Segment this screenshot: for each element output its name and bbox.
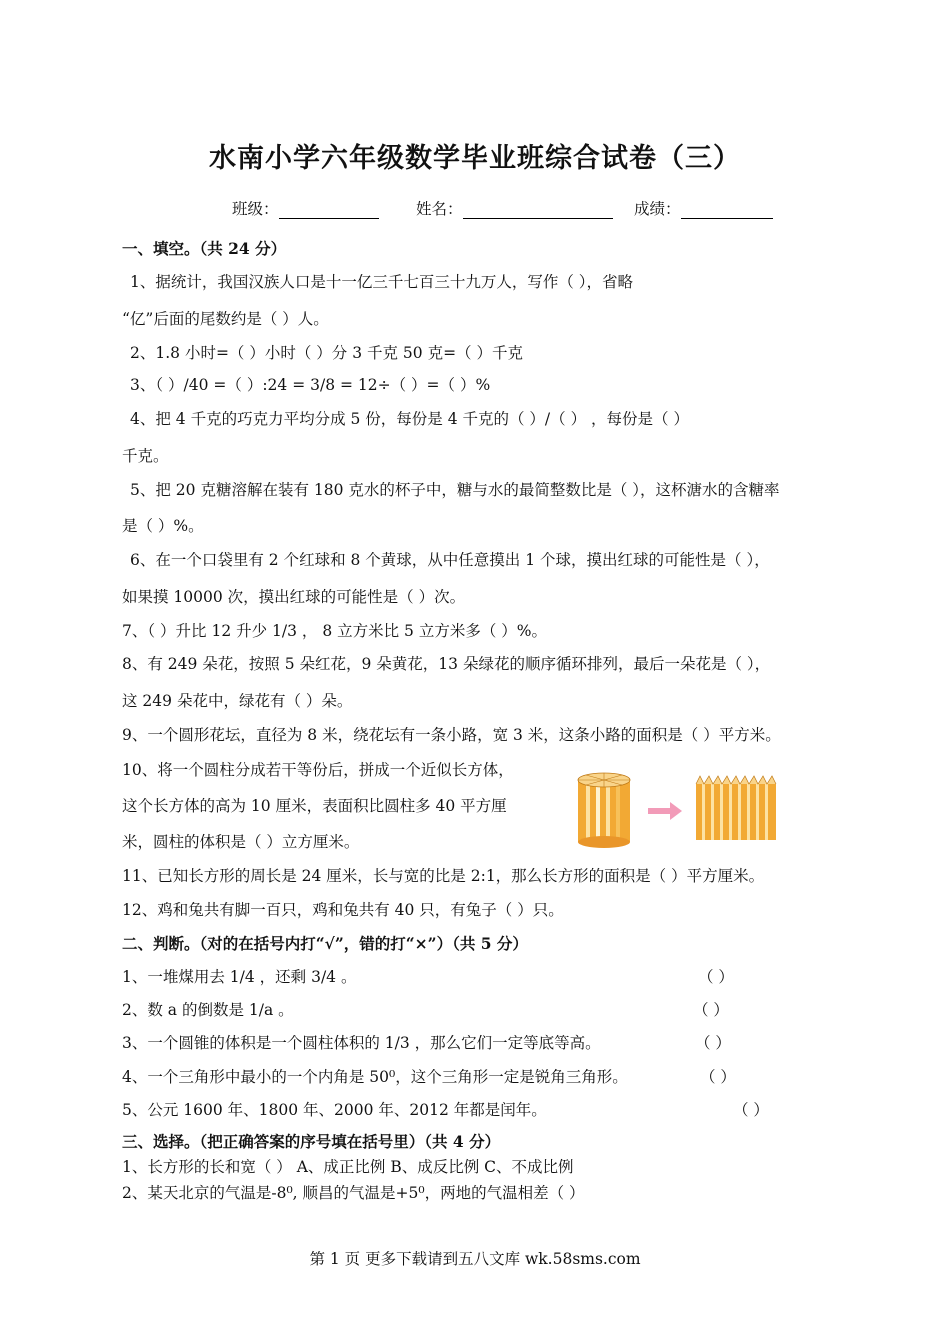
judge-line: 4、一个三角形中最小的一个内角是 50⁰，这个三角形一定是锐角三角形。 [122, 1068, 628, 1086]
question-line: 米，圆柱的体积是（ ）立方厘米。 [122, 833, 360, 851]
class-label: 班级： [232, 200, 279, 218]
class-blank[interactable] [279, 202, 379, 219]
question-line: 是（ ）%。 [122, 517, 204, 535]
question-line: 1、据统计，我国汉族人口是十一亿三千七百三十九万人，写作（ ），省略 [130, 273, 634, 291]
cuboid-icon [696, 776, 776, 840]
answer-bracket[interactable]: （ ） [695, 1034, 731, 1052]
name-field [416, 197, 613, 219]
name-label: 姓名： [416, 200, 463, 218]
class-field [232, 197, 379, 219]
question-line: 5、把 20 克糖溶解在装有 180 克水的杯子中，糖与水的最简整数比是（ ），这杯溏水的含糖率 [130, 481, 780, 499]
judge-line: 3、一个圆锥的体积是一个圆柱体积的 1/3 ，那么它们一定等底等高。 [122, 1034, 601, 1052]
question-line: 7、（ ）升比 12 升少 1/3 ， 8 立方米比 5 立方米多（ ）%。 [122, 622, 548, 640]
answer-bracket[interactable]: （ ） [700, 1068, 736, 1086]
answer-bracket[interactable]: （ ） [733, 1101, 769, 1119]
score-blank[interactable] [681, 202, 773, 219]
question-line: 4、把 4 千克的巧克力平均分成 5 份，每份是 4 千克的（ ）/（ ） ，每份是（ ） [130, 410, 689, 428]
judge-line: 2、数 a 的倒数是 1/a 。 [122, 1001, 294, 1019]
question-line: 2、1.8 小时=（ ）小时（ ）分 3 千克 50 克=（ ）千克 [130, 344, 523, 362]
choice-line: 1、长方形的长和宽（ ） A、成正比例 B、成反比例 C、不成比例 [122, 1158, 574, 1176]
section1-heading: 一、填空。（共 24 分） [122, 239, 287, 258]
cylinder-icon [578, 773, 630, 848]
arrow-right-icon [648, 802, 682, 820]
question-line: 如果摸 10000 次，摸出红球的可能性是（ ）次。 [122, 588, 466, 606]
choice-line: 2、某天北京的气温是-8⁰, 顺昌的气温是+5⁰，两地的气温相差（ ） [122, 1184, 585, 1202]
page-footer: 第 1 页 更多下载请到五八文库 wk.58sms.com [309, 1250, 641, 1268]
question-line: 千克。 [122, 447, 169, 465]
question-line: 3、（ ）/40 =（ ）:24 = 3/8 = 12÷（ ）=（ ）% [130, 376, 491, 394]
page-title: 水南小学六年级数学毕业班综合试卷（三） [209, 143, 741, 174]
question-line: 10、将一个圆柱分成若干等份后，拼成一个近似长方体， [122, 761, 514, 779]
section3-heading: 三、选择。（把正确答案的序号填在括号里）（共 4 分） [122, 1132, 501, 1151]
cylinder-to-cuboid-icon [570, 768, 810, 848]
score-label: 成绩： [634, 200, 681, 218]
question-line: “亿”后面的尾数约是（ ）人。 [122, 310, 329, 328]
section2-heading: 二、判断。（对的在括号内打“√”，错的打“×”）（共 5 分） [122, 934, 528, 953]
score-field [634, 197, 773, 219]
answer-bracket[interactable]: （ ） [698, 968, 734, 986]
question-line: 这 249 朵花中，绿花有（ ）朵。 [122, 692, 353, 710]
question-line: 6、在一个口袋里有 2 个红球和 8 个黄球，从中任意摸出 1 个球，摸出红球的可能性是（ ）， [130, 551, 770, 569]
question-line: 8、有 249 朵花，按照 5 朵红花，9 朵黄花，13 朵绿花的顺序循环排列，最后一朵花是（ ）， [122, 655, 771, 673]
question-line: 9、一个圆形花坛，直径为 8 米，绕花坛有一条小路，宽 3 米，这条小路的面积是（ ）平方米。 [122, 726, 781, 744]
question-line: 这个长方体的高为 10 厘米，表面积比圆柱多 40 平方厘 [122, 797, 507, 815]
name-blank[interactable] [463, 202, 613, 219]
judge-line: 1、一堆煤用去 1/4 ，还剩 3/4 。 [122, 968, 357, 986]
question-line: 12、鸡和兔共有脚一百只，鸡和兔共有 40 只，有兔子（ ）只。 [122, 901, 564, 919]
question-line: 11、已知长方形的周长是 24 厘米，长与宽的比是 2:1，那么长方形的面积是（ ）平方厘米。 [122, 867, 765, 885]
answer-bracket[interactable]: （ ） [693, 1001, 729, 1019]
judge-line: 5、公元 1600 年、1800 年、2000 年、2012 年都是闰年。 [122, 1101, 547, 1119]
